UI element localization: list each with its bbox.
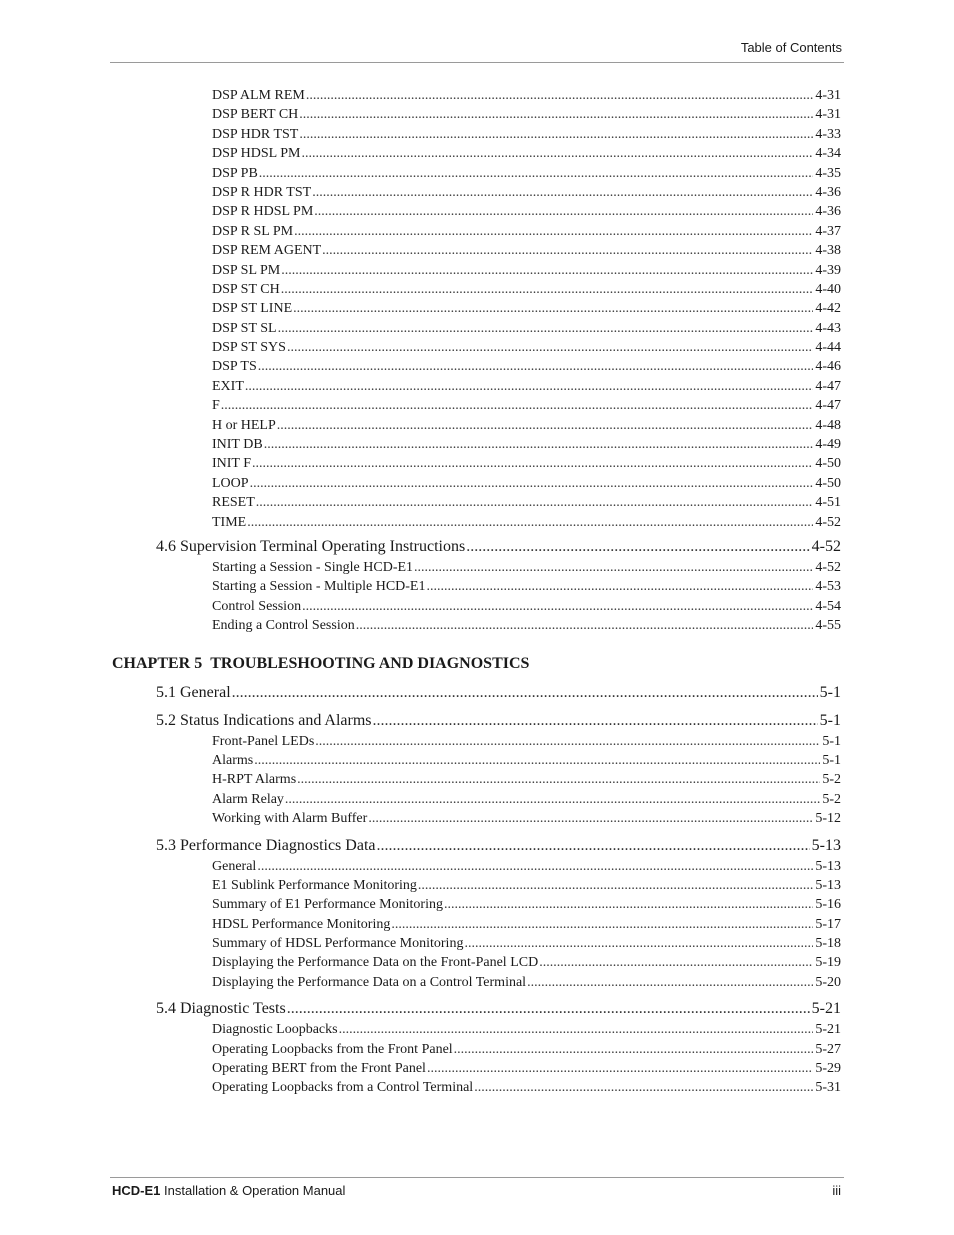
toc-entry[interactable] — [212, 357, 841, 376]
entry-page-number: 4-34 — [815, 146, 841, 162]
entry-title: DSP HDR TST — [212, 126, 299, 142]
entry-title: 5.3 Performance Diagnostics Data — [156, 836, 376, 854]
entry-page-number: 4-44 — [815, 340, 841, 356]
dot-leader — [314, 202, 813, 221]
entry-title: DSP HDSL PM — [212, 146, 301, 162]
toc-entry[interactable] — [212, 513, 841, 532]
dot-leader — [427, 1059, 813, 1078]
toc-entry[interactable] — [212, 809, 841, 828]
entry-page-number: 5-13 — [815, 877, 841, 893]
toc-entry[interactable] — [212, 732, 841, 751]
dot-leader — [527, 973, 813, 992]
toc-entry[interactable] — [212, 558, 841, 577]
entry-title: Summary of E1 Performance Monitoring — [212, 897, 443, 913]
toc-entry[interactable] — [212, 86, 841, 105]
entry-page-number: 5-1 — [819, 711, 841, 729]
entry-page-number: 5-13 — [811, 836, 841, 854]
entry-page-number: 4-53 — [815, 579, 841, 595]
entry-title: 5.2 Status Indications and Alarms — [156, 711, 372, 729]
footer-manual: Installation & Operation Manual — [160, 1183, 346, 1198]
entry-title: Operating Loopbacks from the Front Panel — [212, 1041, 453, 1057]
entry-title: DSP REM AGENT — [212, 243, 322, 259]
header-rule — [110, 62, 844, 63]
toc-entry[interactable] — [212, 280, 841, 299]
chapter-heading — [112, 652, 954, 676]
entry-title: Operating Loopbacks from a Control Terminal — [212, 1080, 474, 1096]
dot-leader — [285, 790, 820, 809]
entry-title: Control Session — [212, 598, 302, 614]
toc-section-entry[interactable] — [156, 998, 841, 1020]
entry-page-number: 5-18 — [815, 936, 841, 952]
chapter-number: CHAPTER 5 — [112, 654, 203, 672]
entry-title: Displaying the Performance Data on a Control Terminal — [212, 974, 527, 990]
toc-entry[interactable] — [212, 770, 841, 789]
entry-title: 4.6 Supervision Terminal Operating Instructions — [156, 537, 466, 555]
entry-page-number: 5-21 — [815, 1022, 841, 1038]
toc-entry[interactable] — [212, 577, 841, 596]
dot-leader — [373, 710, 818, 732]
dot-leader — [322, 241, 813, 260]
dot-leader — [312, 183, 813, 202]
toc-entry[interactable] — [212, 125, 841, 144]
entry-page-number: 5-19 — [815, 955, 841, 971]
entry-page-number: 5-1 — [822, 752, 841, 768]
dot-leader — [299, 125, 813, 144]
dot-leader — [474, 1078, 813, 1097]
entry-page-number: 4-52 — [815, 559, 841, 575]
entry-page-number: 4-49 — [815, 437, 841, 453]
dot-leader — [299, 105, 813, 124]
toc-entry[interactable] — [212, 299, 841, 318]
entry-page-number: 4-40 — [815, 281, 841, 297]
toc-entry[interactable] — [212, 261, 841, 280]
dot-leader — [232, 682, 818, 704]
toc-entry[interactable] — [212, 973, 841, 992]
dot-leader — [315, 732, 820, 751]
entry-title: Operating BERT from the Front Panel — [212, 1061, 426, 1077]
toc-entry[interactable] — [212, 1059, 841, 1078]
toc-section-entry[interactable] — [156, 536, 841, 558]
toc-entry[interactable] — [212, 183, 841, 202]
entry-page-number: 5-20 — [815, 974, 841, 990]
entry-title: Alarm Relay — [212, 791, 284, 807]
entry-page-number: 5-31 — [815, 1080, 841, 1096]
toc-entry[interactable] — [212, 416, 841, 435]
footer-manual-title — [112, 1183, 345, 1198]
dot-leader — [294, 222, 813, 241]
entry-title: Diagnostic Loopbacks — [212, 1022, 338, 1038]
toc-entry[interactable] — [212, 474, 841, 493]
dot-leader — [287, 998, 810, 1020]
toc-entry[interactable] — [212, 435, 841, 454]
toc-entry[interactable] — [212, 396, 841, 415]
toc-entry[interactable] — [212, 1078, 841, 1097]
toc-entry[interactable] — [212, 241, 841, 260]
dot-leader — [302, 597, 813, 616]
entry-page-number: 4-31 — [815, 88, 841, 103]
entry-title: DSP ST LINE — [212, 301, 293, 317]
entry-page-number: 4-54 — [815, 598, 841, 614]
toc-entry[interactable] — [212, 202, 841, 221]
toc-entry[interactable] — [212, 597, 841, 616]
dot-leader — [444, 895, 813, 914]
dot-leader — [258, 357, 814, 376]
entry-title: DSP ST SL — [212, 320, 277, 336]
entry-title: DSP PB — [212, 165, 258, 181]
entry-title: E1 Sublink Performance Monitoring — [212, 877, 417, 893]
entry-title: DSP SL PM — [212, 262, 281, 278]
entry-title: DSP ALM REM — [212, 88, 305, 103]
toc-entry[interactable] — [212, 319, 841, 338]
dot-leader — [306, 86, 813, 105]
dot-leader — [297, 770, 820, 789]
entry-page-number: 5-2 — [822, 791, 841, 807]
dot-leader — [368, 809, 813, 828]
dot-leader — [418, 876, 813, 895]
dot-leader — [254, 751, 820, 770]
dot-leader — [221, 396, 814, 415]
entry-page-number: 4-43 — [815, 320, 841, 336]
entry-title: DSP BERT CH — [212, 107, 299, 123]
entry-title: Starting a Session - Multiple HCD-E1 — [212, 579, 426, 595]
entry-page-number: 5-1 — [819, 683, 841, 701]
toc-entry[interactable] — [212, 144, 841, 163]
toc-entry[interactable] — [212, 857, 841, 876]
entry-title: DSP ST SYS — [212, 340, 286, 356]
dot-leader — [278, 319, 814, 338]
entry-page-number: 4-55 — [815, 618, 841, 634]
entry-page-number: 4-36 — [815, 184, 841, 200]
entry-page-number: 4-47 — [815, 378, 841, 394]
entry-page-number: 4-52 — [811, 537, 841, 555]
entry-page-number: 4-31 — [815, 107, 841, 123]
entry-page-number: 4-39 — [815, 262, 841, 278]
entry-page-number: 5-27 — [815, 1041, 841, 1057]
dot-leader — [245, 377, 813, 396]
toc-section-entry[interactable] — [156, 710, 841, 732]
toc-section-entry[interactable] — [156, 682, 841, 704]
entry-title: INIT DB — [212, 437, 263, 453]
entry-title: 5.1 General — [156, 683, 231, 701]
entry-page-number: 5-2 — [822, 772, 841, 788]
dot-leader — [539, 953, 813, 972]
entry-title: Displaying the Performance Data on the Front-Panel LCD — [212, 955, 539, 971]
page-header-title: Table of Contents — [740, 40, 842, 55]
dot-leader — [464, 934, 813, 953]
footer-rule — [110, 1177, 844, 1178]
entry-title: General — [212, 858, 257, 874]
dot-leader — [356, 616, 814, 635]
entry-page-number: 4-50 — [815, 456, 841, 472]
entry-title: DSP R HDR TST — [212, 184, 312, 200]
dot-leader — [427, 577, 814, 596]
entry-title: RESET — [212, 495, 255, 511]
dot-leader — [376, 835, 809, 857]
toc-entry[interactable] — [212, 953, 841, 972]
entry-title: LOOP — [212, 475, 249, 491]
entry-page-number: 5-12 — [815, 811, 841, 827]
entry-title: DSP TS — [212, 359, 257, 375]
entry-page-number: 4-50 — [815, 475, 841, 491]
toc-entry[interactable] — [212, 616, 841, 635]
toc-entry[interactable] — [212, 105, 841, 124]
toc-entry[interactable] — [212, 222, 841, 241]
entry-page-number: 4-52 — [815, 514, 841, 530]
entry-page-number: 5-13 — [815, 858, 841, 874]
entry-page-number: 4-42 — [815, 301, 841, 317]
entry-title: DSP ST CH — [212, 281, 280, 297]
toc-entry[interactable] — [212, 493, 841, 512]
entry-title: H or HELP — [212, 417, 276, 433]
entry-title: DSP R SL PM — [212, 223, 294, 239]
toc-list — [0, 86, 954, 1098]
entry-title: Alarms — [212, 752, 254, 768]
dot-leader — [454, 1040, 814, 1059]
entry-title: F — [212, 398, 220, 414]
dot-leader — [281, 280, 814, 299]
dot-leader — [287, 338, 813, 357]
entry-page-number: 4-48 — [815, 417, 841, 433]
entry-page-number: 5-29 — [815, 1061, 841, 1077]
dot-leader — [414, 558, 813, 577]
dot-leader — [277, 416, 814, 435]
entry-page-number: 4-37 — [815, 223, 841, 239]
footer-page-number: iii — [832, 1183, 841, 1198]
entry-title: HDSL Performance Monitoring — [212, 916, 391, 932]
toc-entry[interactable] — [212, 1020, 841, 1039]
entry-title: 5.4 Diagnostic Tests — [156, 1000, 286, 1018]
entry-title: INIT F — [212, 456, 252, 472]
dot-leader — [247, 513, 813, 532]
entry-title: DSP R HDSL PM — [212, 204, 314, 220]
dot-leader — [264, 435, 814, 454]
dot-leader — [257, 857, 813, 876]
entry-title: Summary of HDSL Performance Monitoring — [212, 936, 464, 952]
footer-product: HCD-E1 — [112, 1183, 161, 1198]
toc-entry[interactable] — [212, 790, 841, 809]
entry-page-number: 4-35 — [815, 165, 841, 181]
entry-title: Front-Panel LEDs — [212, 733, 315, 749]
toc-entry[interactable] — [212, 876, 841, 895]
toc-entry[interactable] — [212, 915, 841, 934]
entry-title: EXIT — [212, 378, 244, 394]
toc-entry[interactable] — [212, 934, 841, 953]
entry-page-number: 5-1 — [822, 733, 841, 749]
entry-title: TIME — [212, 514, 247, 530]
dot-leader — [252, 454, 813, 473]
toc-entry[interactable] — [212, 164, 841, 183]
chapter-title: TROUBLESHOOTING AND DIAGNOSTICS — [210, 654, 530, 672]
entry-page-number: 5-21 — [811, 1000, 841, 1018]
entry-page-number: 4-51 — [815, 495, 841, 511]
dot-leader — [339, 1020, 814, 1039]
entry-page-number: 4-47 — [815, 398, 841, 414]
entry-page-number: 5-17 — [815, 916, 841, 932]
entry-page-number: 4-38 — [815, 243, 841, 259]
dot-leader — [293, 299, 813, 318]
toc-entry[interactable] — [212, 751, 841, 770]
entry-title: Starting a Session - Single HCD-E1 — [212, 559, 414, 575]
entry-title: Ending a Control Session — [212, 618, 355, 634]
toc-entry[interactable] — [212, 454, 841, 473]
dot-leader — [256, 493, 814, 512]
entry-page-number: 4-46 — [815, 359, 841, 375]
entry-page-number: 4-36 — [815, 204, 841, 220]
toc-section-entry[interactable] — [156, 835, 841, 857]
dot-leader — [250, 474, 814, 493]
entry-title: H-RPT Alarms — [212, 772, 297, 788]
entry-page-number: 5-16 — [815, 897, 841, 913]
toc-entry[interactable] — [212, 895, 841, 914]
entry-title: Working with Alarm Buffer — [212, 811, 368, 827]
dot-leader — [391, 915, 813, 934]
toc-entry[interactable] — [212, 1040, 841, 1059]
entry-page-number: 4-33 — [815, 126, 841, 142]
dot-leader — [259, 164, 814, 183]
toc-entry[interactable] — [212, 377, 841, 396]
dot-leader — [281, 261, 813, 280]
toc-entry[interactable] — [212, 338, 841, 357]
dot-leader — [301, 144, 813, 163]
dot-leader — [466, 536, 809, 558]
